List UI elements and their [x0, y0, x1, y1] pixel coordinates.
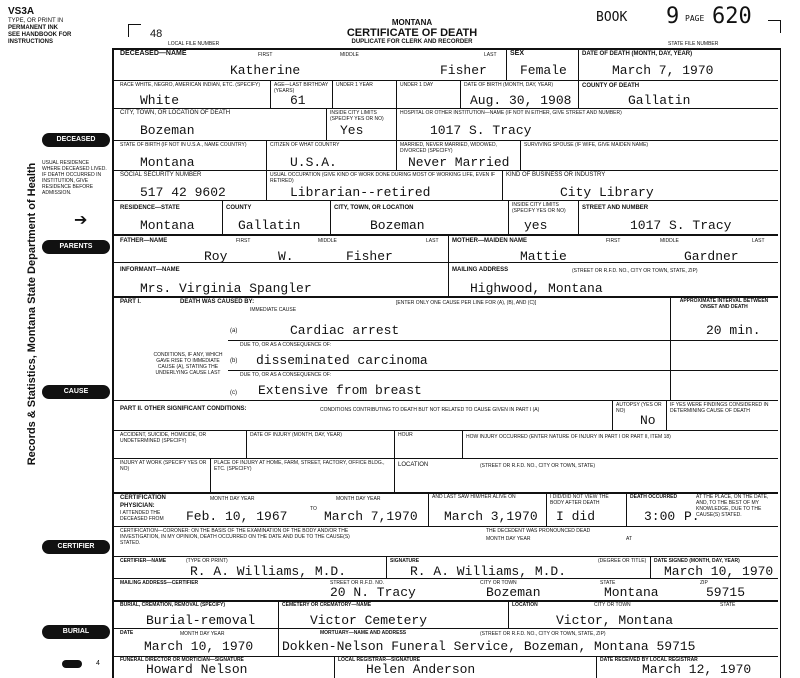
- label: STATE: [600, 580, 616, 586]
- state-name: MONTANA: [391, 18, 433, 27]
- residence-street-value: 1017 S. Tracy: [630, 218, 732, 233]
- residence-county-value: Gallatin: [238, 218, 301, 233]
- label: CONDITIONS, IF ANY, WHICH GAVE RISE TO IMMEDIATE CAUSE (A), STATING THE UNDERLYING CAUSE LAST: [153, 352, 223, 376]
- label: STATE: [720, 602, 736, 608]
- date-signed-value: March 10, 1970: [664, 564, 774, 579]
- age-value: 61: [290, 93, 306, 108]
- business-value: City Library: [560, 185, 654, 200]
- label: CITY OR TOWN: [594, 602, 631, 608]
- label: IF YES WERE FINDINGS CONSIDERED IN DETERMINING CAUSE OF DEATH: [670, 402, 769, 414]
- rule: [112, 140, 778, 141]
- attended-from-value: Feb. 10, 1967: [186, 509, 288, 524]
- rule: [596, 656, 597, 678]
- deceased-first-name: Katherine: [230, 63, 301, 78]
- rule: [578, 200, 579, 234]
- section-cause-badge: CAUSE: [42, 385, 110, 399]
- rule: [112, 556, 778, 557]
- label: DECEASED—NAME: [120, 50, 187, 57]
- page-title: CERTIFICATE OF DEATH: [346, 27, 478, 39]
- label: SOCIAL SECURITY NUMBER: [120, 172, 202, 178]
- label: (b): [230, 358, 238, 364]
- label: MIDDLE: [660, 238, 679, 244]
- rule: [396, 80, 397, 108]
- cert-city-value: Bozeman: [486, 585, 541, 600]
- label: FIRST: [236, 238, 251, 244]
- label: COUNTY: [226, 205, 252, 211]
- label: (TYPE OR PRINT): [186, 558, 228, 564]
- date-of-death-value: March 7, 1970: [612, 63, 714, 78]
- rule: [330, 200, 331, 234]
- label: FIRST: [258, 52, 273, 58]
- rule: [394, 430, 395, 458]
- cert-state-value: Montana: [604, 585, 659, 600]
- label: LAST: [484, 52, 497, 58]
- death-hour-value: 3:00: [644, 509, 676, 524]
- vertical-dept-text: Records & Statistics, Montana State Department of Health: [26, 162, 38, 466]
- rule: [112, 628, 778, 629]
- rule: [386, 556, 387, 578]
- label: AT THE PLACE, ON THE DATE, AND, TO THE BEST OF MY KNOWLEDGE, DUE TO THE CAUSE(S) STATED.: [696, 494, 769, 518]
- rule: [670, 296, 671, 400]
- label: AGE—LAST BIRTHDAY (YEARS): [274, 82, 329, 94]
- label: DUE TO, OR AS A CONSEQUENCE OF:: [240, 372, 332, 378]
- label: STREET AND NUMBER: [582, 205, 649, 211]
- ssn-value: 517 42 9602: [140, 185, 226, 200]
- label: DATE OF INJURY (MONTH, DAY, YEAR): [250, 432, 342, 438]
- rule: [270, 80, 271, 108]
- arrow-icon: ➔: [74, 212, 88, 229]
- section-deceased-badge: DECEASED: [42, 133, 110, 147]
- rule: [210, 458, 211, 492]
- label: DEATH OCCURRED: [630, 494, 678, 500]
- attended-to-value: March 7,1970: [324, 509, 418, 524]
- death-hour-suffix: P.: [684, 509, 700, 524]
- section-certifier-badge: CERTIFIER: [42, 540, 110, 554]
- label: ACCIDENT, SUICIDE, HOMICIDE, OR UNDETERMINED (SPECIFY): [120, 432, 207, 444]
- race-value: White: [140, 93, 180, 108]
- instructions-line: SEE HANDBOOK FOR: [8, 32, 72, 38]
- rule: [578, 48, 579, 80]
- label: MAILING ADDRESS—CERTIFIER: [120, 580, 199, 586]
- usual-residence-note: USUAL RESIDENCE WHERE DECEASED LIVED. IF DEATH OCCURRED IN INSTITUTION, GIVE RESIDENCE BEFORE ADMISSION.: [42, 160, 107, 196]
- father-last-value: Fisher: [346, 249, 393, 264]
- label: (STREET OR R.F.D. NO., CITY OR TOWN, STATE): [480, 463, 596, 469]
- label: AUTOPSY (YES OR NO): [616, 402, 662, 414]
- label: LAST: [426, 238, 439, 244]
- label: DUE TO, OR AS A CONSEQUENCE OF:: [240, 342, 332, 348]
- instructions-line: PERMANENT INK: [8, 25, 59, 31]
- label: MONTH DAY YEAR: [486, 536, 531, 542]
- rule: [112, 108, 778, 109]
- rule: [448, 262, 449, 296]
- label: LOCAL REGISTRAR—SIGNATURE: [338, 657, 421, 663]
- label: MIDDLE: [318, 238, 337, 244]
- book-number: 9: [666, 4, 680, 29]
- rule: [508, 200, 509, 234]
- label: (a): [230, 328, 238, 334]
- rule: [228, 370, 778, 371]
- union-bug-icon: [62, 660, 82, 668]
- mother-first-value: Mattie: [520, 249, 567, 264]
- instructions-line: TYPE, OR PRINT IN: [8, 18, 64, 24]
- rule: [506, 48, 507, 80]
- label: CITY OR TOWN: [480, 580, 517, 586]
- city-of-death-value: Bozeman: [140, 123, 195, 138]
- page-subtitle: DUPLICATE FOR CLERK AND RECORDER: [351, 39, 473, 45]
- mother-last-value: Gardner: [684, 249, 739, 264]
- label: DATE SIGNED (MONTH, DAY, YEAR): [654, 558, 740, 564]
- label: CONDITIONS CONTRIBUTING TO DEATH BUT NOT RELATED TO CAUSE GIVEN IN PART I (A): [320, 407, 540, 413]
- last-saw-value: March 3,1970: [444, 509, 538, 524]
- label: LAST: [752, 238, 765, 244]
- label: IMMEDIATE CAUSE: [250, 307, 297, 313]
- label: INJURY AT WORK (SPECIFY YES OR NO): [120, 460, 207, 472]
- residence-city-value: Bozeman: [370, 218, 425, 233]
- occupation-value: Librarian--retired: [290, 185, 431, 200]
- funeral-director-value: Howard Nelson: [146, 662, 248, 677]
- rule: [460, 80, 461, 108]
- label: INSIDE CITY LIMITS (SPECIFY YES OR NO): [330, 110, 384, 122]
- informant-value: Mrs. Virginia Spangler: [140, 281, 312, 296]
- instructions-line: INSTRUCTIONS: [8, 39, 53, 45]
- section-parents-badge: PARENTS: [42, 240, 110, 254]
- rule: [612, 400, 613, 430]
- rule: [396, 108, 397, 140]
- rule: [332, 80, 333, 108]
- father-first-value: Roy: [204, 249, 228, 264]
- label: MONTH DAY YEAR: [336, 496, 381, 502]
- deceased-last-name: Fisher: [440, 63, 487, 78]
- hospital-value: 1017 S. Tracy: [430, 123, 532, 138]
- local-file-label: LOCAL FILE NUMBER: [168, 41, 220, 47]
- label: TO: [310, 506, 317, 512]
- label: I DID/DID NOT VIEW THE BODY AFTER DEATH: [550, 494, 609, 506]
- cause-a-value: Cardiac arrest: [290, 323, 400, 338]
- rule: [246, 430, 247, 458]
- label: CERTIFICATION: [120, 495, 166, 501]
- label: SEX: [510, 50, 525, 57]
- corner-mark-icon: [128, 24, 141, 37]
- section-burial-badge: BURIAL: [42, 625, 110, 639]
- rule: [112, 200, 778, 201]
- book-label: BOOK: [596, 10, 628, 25]
- label: (STREET OR R.F.D. NO., CITY OR TOWN, STATE, ZIP): [480, 631, 606, 637]
- interval-a-value: 20 min.: [706, 323, 761, 338]
- rule: [520, 140, 521, 170]
- label: STATE OF BIRTH (IF NOT IN U.S.A., NAME COUNTRY): [120, 142, 247, 148]
- label: AT: [626, 536, 633, 542]
- rule: [546, 492, 547, 526]
- burial-date-value: March 10, 1970: [144, 639, 254, 654]
- rule: [266, 140, 267, 170]
- rule: [112, 526, 778, 527]
- did-view-value: I did: [556, 509, 596, 524]
- label: BURIAL, CREMATION, REMOVAL (SPECIFY): [120, 602, 225, 608]
- rule: [578, 80, 579, 108]
- label: COUNTY OF DEATH: [582, 83, 640, 89]
- label: INSIDE CITY LIMITS (SPECIFY YES OR NO): [512, 202, 566, 214]
- label: AND LAST SAW HIM/HER ALIVE ON: [432, 494, 516, 500]
- rule: [448, 234, 449, 262]
- label: FATHER—NAME: [120, 238, 168, 244]
- label: CERTIFIER—NAME: [120, 558, 167, 564]
- rule: [394, 458, 395, 492]
- label: UNDER 1 YEAR: [336, 82, 373, 88]
- label: STREET OR R.F.D. NO.: [330, 580, 385, 586]
- rule: [626, 492, 627, 526]
- label: PART I.: [120, 299, 141, 305]
- page-label: PAGE: [685, 14, 705, 23]
- label: MIDDLE: [340, 52, 359, 58]
- state-of-birth-value: Montana: [140, 155, 195, 170]
- label: [ENTER ONLY ONE CAUSE PER LINE FOR (A), (B), AND (C)]: [396, 300, 537, 306]
- rule: [278, 600, 279, 628]
- rule: [428, 492, 429, 526]
- label: CITY, TOWN, OR LOCATION: [334, 205, 414, 211]
- rule: [502, 170, 503, 200]
- label: MOTHER—MAIDEN NAME: [452, 238, 527, 244]
- label: THE DECEDENT WAS PRONOUNCED DEAD: [486, 528, 591, 534]
- burial-location-value: Victor, Montana: [556, 613, 674, 628]
- date-received-value: March 12, 1970: [642, 662, 752, 677]
- label: RESIDENCE—STATE: [120, 205, 180, 211]
- corner-mark-icon: [768, 20, 781, 33]
- label: SURVIVING SPOUSE (IF WIFE, GIVE MAIDEN NAME): [524, 142, 649, 148]
- inside-city-limits-value: Yes: [340, 123, 364, 138]
- label: APPROXIMATE INTERVAL BETWEEN ONSET AND DEATH: [679, 298, 769, 310]
- citizen-of-value: U.S.A.: [290, 155, 337, 170]
- rule: [112, 80, 778, 81]
- label: (STREET OR R.F.D. NO., CITY OR TOWN, STATE, ZIP): [572, 268, 698, 274]
- label: FIRST: [606, 238, 621, 244]
- label: (DEGREE OR TITLE): [598, 558, 647, 564]
- residence-state-value: Montana: [140, 218, 195, 233]
- label: LOCATION: [398, 462, 429, 468]
- cert-zip-value: 59715: [706, 585, 746, 600]
- certifier-signature-value: R. A. Williams, M.D.: [410, 564, 567, 579]
- label: HOW INJURY OCCURRED (ENTER NATURE OF INJURY IN PART I OR PART II, ITEM 18): [466, 434, 671, 440]
- cause-c-value: Extensive from breast: [258, 383, 422, 398]
- cert-street-value: 20 N. Tracy: [330, 585, 416, 600]
- label: HOUR: [398, 432, 413, 438]
- rule: [462, 430, 463, 458]
- label: DATE OF BIRTH (MONTH, DAY, YEAR): [464, 82, 553, 88]
- form-code: VS3A: [8, 6, 35, 17]
- page-number: 620: [712, 4, 752, 29]
- certifier-name-value: R. A. Williams, M.D.: [190, 564, 347, 579]
- rule: [228, 340, 778, 341]
- label: DEATH WAS CAUSED BY:: [180, 299, 255, 305]
- label: DATE RECEIVED BY LOCAL REGISTRAR: [600, 657, 698, 663]
- label: DATE: [120, 630, 134, 636]
- label: MARRIED, NEVER MARRIED, WIDOWED, DIVORCED (SPECIFY): [400, 142, 497, 154]
- date-of-birth-value: Aug. 30, 1908: [470, 93, 572, 108]
- rule: [112, 234, 778, 236]
- rule: [266, 170, 267, 200]
- instructions: [8, 18, 108, 46]
- label: PART II. OTHER SIGNIFICANT CONDITIONS:: [120, 406, 247, 412]
- label: CEMETERY OR CREMATORY—NAME: [282, 602, 372, 608]
- label: LOCATION: [512, 602, 538, 608]
- union-mark: 4: [96, 660, 100, 667]
- label: MONTH DAY YEAR: [180, 631, 225, 637]
- residence-inside-limits-value: yes: [524, 218, 548, 233]
- label: MAILING ADDRESS: [452, 267, 509, 273]
- rule: [112, 400, 778, 401]
- rule: [666, 400, 667, 430]
- label: I ATTENDED THE DECEASED FROM: [120, 510, 164, 522]
- label: PHYSICIAN:: [120, 503, 155, 509]
- label: CERTIFICATION—CORONER: ON THE BASIS OF THE EXAMINATION OF THE BODY AND/OR THE INVESTIGATION, IN MY OPINION, DEATH OCCURRED ON THE DATE AND DUE TO THE CAUSE(S) STATED.: [120, 528, 350, 546]
- cause-b-value: disseminated carcinoma: [256, 353, 428, 368]
- state-file-label: STATE FILE NUMBER: [668, 41, 719, 47]
- label: ZIP: [700, 580, 708, 586]
- burial-value: Burial-removal: [146, 613, 256, 628]
- county-of-death-value: Gallatin: [628, 93, 691, 108]
- label: (c): [230, 390, 237, 396]
- label: INFORMANT—NAME: [120, 267, 180, 273]
- rule: [278, 628, 279, 656]
- local-registrar-value: Helen Anderson: [366, 662, 476, 677]
- informant-address-value: Highwood, Montana: [470, 281, 603, 296]
- rule: [112, 430, 778, 431]
- label: CITIZEN OF WHAT COUNTRY: [270, 142, 340, 148]
- rule: [222, 200, 223, 234]
- rule: [334, 656, 335, 678]
- rule: [650, 556, 651, 578]
- label: MONTH DAY YEAR: [210, 496, 255, 502]
- cemetery-value: Victor Cemetery: [310, 613, 428, 628]
- label: USUAL OCCUPATION (GIVE KIND OF WORK DONE DURING MOST OF WORKING LIFE, EVEN IF RETIRED): [270, 172, 496, 184]
- label: DATE OF DEATH (MONTH, DAY, YEAR): [582, 51, 693, 57]
- label: UNDER 1 DAY: [400, 82, 434, 88]
- marital-value: Never Married: [408, 155, 510, 170]
- local-file-number: 48: [150, 28, 163, 40]
- label: PLACE OF INJURY AT HOME, FARM, STREET, FACTORY, OFFICE BLDG., ETC. (SPECIFY): [214, 460, 385, 472]
- label: SIGNATURE: [390, 558, 420, 564]
- label: KIND OF BUSINESS OR INDUSTRY: [506, 172, 606, 178]
- sex-value: Female: [520, 63, 567, 78]
- label: FUNERAL DIRECTOR OR MORTICIAN—SIGNATURE: [120, 657, 244, 663]
- rule: [396, 140, 397, 170]
- rule: [326, 108, 327, 140]
- label: HOSPITAL OR OTHER INSTITUTION—NAME (IF NOT IN EITHER, GIVE STREET AND NUMBER): [400, 110, 622, 116]
- rule: [112, 458, 778, 459]
- label: RACE WHITE, NEGRO, AMERICAN INDIAN, ETC. (SPECIFY): [120, 82, 261, 88]
- label: MORTUARY—NAME AND ADDRESS: [320, 630, 407, 636]
- rule: [508, 600, 509, 628]
- mortuary-value: Dokken-Nelson Funeral Service, Bozeman, Montana 59715: [282, 639, 696, 654]
- label: CITY, TOWN, OR LOCATION OF DEATH: [120, 110, 231, 116]
- father-middle-value: W.: [278, 249, 294, 264]
- autopsy-value: No: [640, 413, 656, 428]
- rule: [112, 170, 778, 171]
